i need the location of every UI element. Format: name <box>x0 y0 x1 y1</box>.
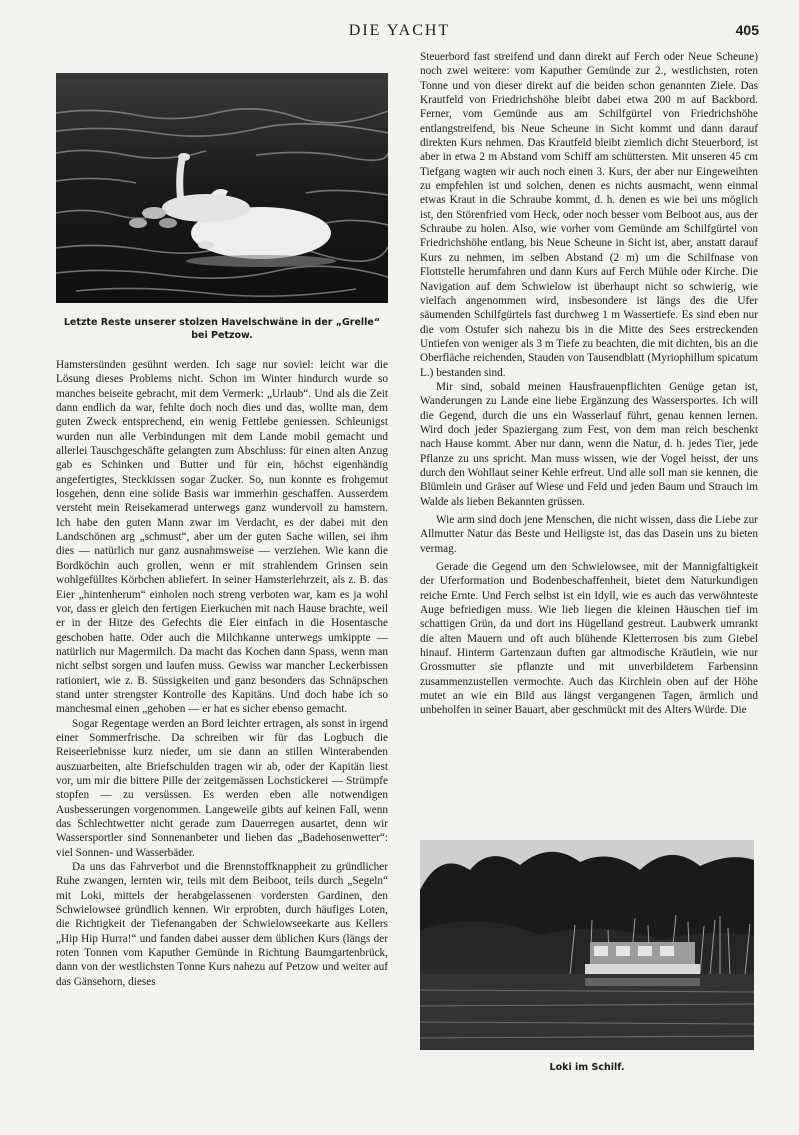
body-paragraph: Wie arm sind doch jene Menschen, die nicht wissen, dass die Liebe zur Allmutter Natur das Beste und Heiligste ist, das das Dasein uns zu bieten vermag. <box>420 514 758 555</box>
body-paragraph: Sogar Regentage werden an Bord leichter ertragen, als sonst in irgend einer Sommerfrische. Da schreiben wir für das Logbuch die Reiseerlebnisse kurz nieder, um sie dann an stillen Winterabenden auszuarbeiten, alte Briefschulden tragen wir ab, oder der Kapitän liest vor, um mir die bittere Pille der zeitgemässen Lochstickerei — Strümpfe stopfen — zu versüssen. Es werden eben alle notwendigen Ausbesserungen vorgenommen. Langeweile gibts auf keinen Fall, wenn das Schlechtwetter nicht gerade zum Dauerregen ausartet, denn wir Wassersportler sind Sonnenanbeter und lieben das „Badehosenwetter“: viel Sonnen- und Wasserbäder. <box>56 717 388 859</box>
swans-caption-line2: bei Petzow. <box>191 330 253 341</box>
left-column <box>56 358 388 989</box>
page-number: 405 <box>735 22 759 38</box>
boat-in-reeds-photo <box>420 840 754 1050</box>
boat-caption: Loki im Schilf. <box>549 1062 625 1073</box>
body-paragraph: Da uns das Fahrverbot und die Brennstoffknappheit zu gründlicher Ruhe zwangen, lernten wir, teils mit dem Beiboot, teils durch „Segeln“ mit Loki, mittels der herabgelassenen vordersten Gardinen, den Schwielowsee gründlich kennen. Wir erprobten, durch häufiges Loten, die Richtigkeit der Tiefenangaben der Schwielowseekarte aus Kellers „Hip Hip Hurra!“ und fanden dabei ausser dem üblichen Kurs (längs der roten Tonnen vom Kaputher Gemünde in Richtung Baumgartenbrück, dann von der westlichsten Tonne Kurs nahezu auf Petzow und weiter auf das Gänsehorn, dieses <box>56 861 388 988</box>
running-header: DIE YACHT <box>348 22 451 39</box>
body-paragraph: Steuerbord fast streifend und dann direkt auf Ferch oder Neue Scheune) noch zwei weitere: vom Kaputher Gemünde zur 2., westlichsten, roten Tonne und von dieser direkt auf die beiden schon genannten Ziele. Das Krautfeld von Friedrichshöhe bleibt dabei etwa 200 m auf Backbord. Ferner, vom Gemünde aus am Schilfgürtel von Friedrichshöhe entlangstreifend, bis Neue Scheune in Sicht kommt und dann darauf direkten Kurs nehmen. Das Krautfeld bleibt ziemlich dicht Steuerbord, ist aber in etwa 2 m Abstand vom Schiff am schüttersten. Mit unseren 45 cm Tiefgang wagten wir auch noch einen 3. Kurs, der aber nur Eingeweihten zu empfehlen ist und solchen, denen es nichts ausmacht, wenn einmal etwas Kraut in die Schraube kommt, d. h. denen es wie bei uns möglich ist, den Störenfried vom Heck, oder noch besser vom Beiboot aus, aus der Schraube zu holen. Also, wie vorher vom Gemünde am Schilfgürtel von Friedrichshöhe entlang, bis Neue Scheune in Sicht ist, aber, anstatt darauf Kurs zu nehmen, im selben Abstand (2 m) um die Schilfnase von Flottstelle herumfahren und dann Kurs auf Ferch Mühle oder Kirche. Die Navigation auf dem Schwielow ist überhaupt nicht so schwierig, wie vielfach angenommen wird, insbesondere ist längs des die Ufer säumenden Schilfgürtels fast durchweg 1 m Wassertiefe. Es sind eben nur die vom Ostufer sich nahezu bis in die Mitte des Sees erstreckenden Untiefen von weniger als 3 m Tiefe zu beachten, die mit dichten, bis an die Oberfläche reichenden, Stauden von Tausendblatt (Myriophillum spicatum L.) bestanden sind. <box>420 51 758 379</box>
body-paragraph: Hamstersünden gesühnt werden. Ich sage nur soviel: leicht war die Lösung dieses Problems nicht. Schon im Winter hindurch wurde so manches beiseite gebracht, mit dem Vermerk: „Urlaub“. Und als die Zeit dann endlich da war, fehlte doch noch dies und das, wollte man, dem guten Zweck entsprechend, ein wenig Fettlebe geniessen. Schleunigst wurden nun alle Verbindungen mit dem Lande mobil gemacht und allerlei Tauschgeschäfte gelangten zum Abschluss: für einen alten Anzug gab es Schinken und Butter und für ein, höchst eigenhändig angefertigtes, Steckkissen sogar Zucker. So, nun konnte es frohgemut losgehen, denn eine solide Basis war immerhin geschaffen. Ausserdem versteht mein Reisekamerad unterwegs ganz wundervoll zu hamstern. Ich habe den guten Mann zwar im Verdacht, es der dabei mit den Landschönen arg „schmust“, aber um der guten Sache willen, sei ihm dies — natürlich nur ganz ausnahmsweise — verziehen. Wie kann die Bordköchin auch grollen, wenn er mit strahlendem Grinsen sein wohlgefülltes Körbchen abliefert. In seiner Hamsterlehrzeit, als z. B. das Eier „hintenherum“ einholen noch streng verboten war, kam es ja wohl vor, dass er gleich den fertigen Eierkuchen mit nach Hause brachte, weil er in der Hitze des Gefechts die Eier einfach in die Hosentasche geschoben hatte. Oder auch die Milchkanne unterwegs umkippte — natürlich nur Magermilch. Da macht das Kochen dann Spass, wenn man nicht selbst sorgen und laufen muss. Gewiss war mancher Leckerbissen rationiert, wie z. B. Süssigkeiten und ganz besonders das Schnäpschen stand unter strengster Kontrolle des Kapitäns. Und doch habe ich so manchesmal einen „gehoben — er hat es sicher ebenso gemacht. <box>56 359 388 716</box>
swans-caption <box>56 316 388 342</box>
swans-photo <box>56 73 388 303</box>
swans-caption-line1: Letzte Reste unserer stolzen Havelschwäne in der „Grelle“ <box>63 317 381 328</box>
body-paragraph: Mir sind, sobald meinen Hausfrauenpflichten Genüge getan ist, Wanderungen zu Lande eine liebe Ergänzung des Wassersportes. Ich will die Gegend, durch die uns ein Wasserlauf führt, genau kennen lernen. Wird doch jeder Spaziergang zum Fest, von dem man reich beschenkt nach Hause kommt. Aber nur dann, wenn die Natur, d. h. jedes Tier, jede Pflanze zu uns spricht. Man muss wissen, wie der Vogel heisst, der uns durch den Wohllaut seiner Kehle erfreut. Und alle soll man sie kennen, die Blümlein und Gräser auf Wiese und Feld und jeden Baum und Strauch im Walde als lieben Bekannten grüssen. <box>420 380 758 508</box>
right-column <box>420 50 758 718</box>
body-paragraph: Gerade die Gegend um den Schwielowsee, mit der Mannigfaltigkeit der Uferformation und Bodenbeschaffenheit, bietet dem Naturkundigen reiche Ernte. Und Ferch selbst ist ein Idyll, wie es auch das verwöhnteste Auge befriedigen muss. Wie lieb liegen die kleinen Häuschen tief im schattigen Grün, da und dort ins Hügelland gestreut. Laubwerk umrankt die alten Mauern und oft auch blühende Kletterrosen bis zum Giebel hinauf. Hinterm Gartenzaun duften gar altmodische Kräutlein, wie nur Grossmutter sie pflanzte und mit unverbildetem Farbensinn zusammenzustellen vermochte. Auch das Kirchlein oben auf der Höhe mutet an wie ein Bild aus längst vergangenen Tagen, ärmlich und unbeholfen in seiner Bauart, aber geschmückt mit des Alters Würde. Die <box>420 561 758 717</box>
